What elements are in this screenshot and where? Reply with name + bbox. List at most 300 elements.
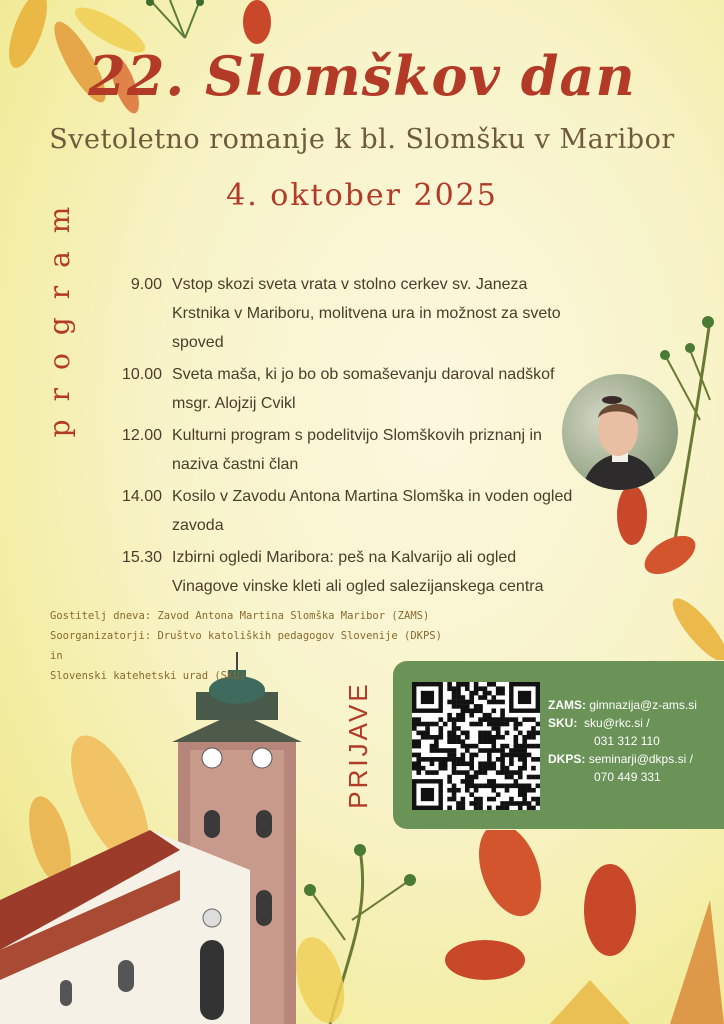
qr-module	[505, 744, 510, 749]
qr-module	[461, 682, 466, 687]
qr-module	[478, 731, 483, 736]
qr-module	[452, 695, 457, 700]
qr-module	[496, 717, 501, 722]
qr-module	[531, 726, 536, 731]
qr-module	[416, 761, 421, 766]
qr-module	[452, 770, 457, 775]
qr-module	[509, 784, 514, 789]
schedule-row	[104, 543, 584, 601]
qr-module	[491, 717, 496, 722]
contact-phone[interactable]: 070 449 331	[594, 770, 661, 784]
qr-module	[434, 739, 439, 744]
qr-module	[434, 744, 439, 749]
qr-module	[438, 761, 443, 766]
qr-module	[491, 722, 496, 727]
qr-module	[487, 748, 492, 753]
autumn-branch-decoration	[290, 830, 724, 1024]
qr-module	[487, 797, 492, 802]
qr-module	[465, 735, 470, 740]
qr-module	[500, 744, 505, 749]
qr-module	[452, 726, 457, 731]
schedule-time: 15.30	[121, 549, 162, 566]
qr-module	[491, 682, 496, 687]
qr-module	[536, 744, 540, 749]
qr-module	[536, 801, 540, 806]
qr-module	[487, 784, 492, 789]
qr-module	[438, 757, 443, 762]
qr-module	[478, 722, 483, 727]
qr-module	[456, 691, 461, 696]
qr-module	[452, 717, 457, 722]
qr-module	[522, 801, 527, 806]
schedule-time: 9.00	[130, 276, 162, 293]
qr-module	[452, 722, 457, 727]
qr-module	[461, 708, 466, 713]
qr-module	[527, 735, 532, 740]
qr-module	[478, 708, 483, 713]
qr-module	[447, 748, 452, 753]
qr-module	[447, 717, 452, 722]
registration-contacts	[548, 696, 720, 786]
qr-module	[500, 753, 505, 758]
qr-module	[465, 748, 470, 753]
qr-module	[500, 722, 505, 727]
qr-module	[425, 770, 430, 775]
qr-module	[500, 757, 505, 762]
qr-module	[452, 691, 457, 696]
qr-module	[505, 806, 510, 810]
qr-module	[505, 775, 510, 780]
qr-module	[474, 691, 479, 696]
qr-module	[487, 713, 492, 718]
qr-module	[478, 797, 483, 802]
qr-module	[456, 704, 461, 709]
qr-module	[412, 744, 417, 749]
qr-module	[514, 779, 519, 784]
qr-module	[491, 788, 496, 793]
qr-module	[514, 735, 519, 740]
qr-module	[452, 704, 457, 709]
qr-module	[465, 731, 470, 736]
qr-module	[536, 775, 540, 780]
qr-module	[438, 717, 443, 722]
qr-module	[421, 766, 426, 771]
qr-module	[452, 792, 457, 797]
qr-module	[483, 731, 488, 736]
qr-module	[465, 784, 470, 789]
qr-module	[500, 761, 505, 766]
qr-module	[452, 757, 457, 762]
qr-module	[474, 682, 479, 687]
qr-module	[500, 686, 505, 691]
qr-module	[522, 761, 527, 766]
qr-module	[474, 708, 479, 713]
qr-module	[522, 753, 527, 758]
qr-module	[461, 797, 466, 802]
qr-module	[509, 770, 514, 775]
qr-module	[527, 806, 532, 810]
qr-module	[531, 797, 536, 802]
qr-module	[514, 801, 519, 806]
qr-module	[421, 757, 426, 762]
qr-module	[456, 757, 461, 762]
contact-sku	[548, 714, 720, 732]
qr-module	[416, 766, 421, 771]
qr-module	[425, 735, 430, 740]
schedule-row	[104, 421, 584, 479]
qr-module	[527, 753, 532, 758]
contact-zams	[548, 696, 720, 714]
qr-module	[531, 757, 536, 762]
qr-module	[430, 761, 435, 766]
qr-module	[469, 775, 474, 780]
qr-module	[430, 744, 435, 749]
qr-module	[443, 761, 448, 766]
qr-module	[491, 797, 496, 802]
qr-module	[509, 775, 514, 780]
qr-module	[527, 784, 532, 789]
qr-module	[514, 726, 519, 731]
qr-module	[491, 695, 496, 700]
qr-module	[416, 744, 421, 749]
qr-module	[461, 801, 466, 806]
qr-module	[491, 735, 496, 740]
qr-module	[527, 731, 532, 736]
qr-module	[447, 686, 452, 691]
qr-module	[500, 748, 505, 753]
qr-module	[522, 757, 527, 762]
qr-module	[478, 801, 483, 806]
qr-module	[509, 761, 514, 766]
qr-module	[434, 757, 439, 762]
qr-module	[518, 801, 523, 806]
qr-module	[505, 717, 510, 722]
qr-module	[514, 744, 519, 749]
schedule-row	[104, 482, 584, 540]
qr-module	[452, 761, 457, 766]
qr-module	[456, 700, 461, 705]
qr-module	[514, 717, 519, 722]
qr-module	[474, 784, 479, 789]
qr-module	[465, 775, 470, 780]
qr-module	[461, 757, 466, 762]
qr-module	[487, 766, 492, 771]
qr-module	[469, 784, 474, 789]
qr-module	[536, 784, 540, 789]
qr-module	[469, 792, 474, 797]
qr-module	[500, 735, 505, 740]
qr-module	[522, 744, 527, 749]
qr-module	[456, 717, 461, 722]
qr-module	[438, 735, 443, 740]
qr-module	[465, 686, 470, 691]
qr-module	[505, 766, 510, 771]
qr-module	[469, 695, 474, 700]
qr-module	[491, 708, 496, 713]
qr-module	[474, 806, 479, 810]
schedule-row	[104, 270, 584, 357]
qr-module	[491, 739, 496, 744]
qr-module	[447, 735, 452, 740]
schedule-description: Izbirni ogledi Maribora: peš na Kalvarijo ali ogled Vinagove vinske kleti ali ogled salezijanskega centra	[172, 549, 544, 595]
qr-module	[447, 739, 452, 744]
qr-module	[469, 708, 474, 713]
qr-module	[461, 700, 466, 705]
qr-module	[487, 682, 492, 687]
qr-module	[500, 717, 505, 722]
qr-module	[487, 722, 492, 727]
qr-module	[483, 735, 488, 740]
qr-module	[478, 735, 483, 740]
qr-module	[505, 801, 510, 806]
qr-module	[496, 792, 501, 797]
qr-module	[465, 770, 470, 775]
qr-module	[452, 700, 457, 705]
qr-module	[478, 784, 483, 789]
qr-module	[518, 753, 523, 758]
qr-code-graphic	[412, 682, 540, 810]
qr-module	[505, 770, 510, 775]
host-line: Gostitelj dneva: Zavod Antona Martina Slomška Maribor (ZAMS)	[50, 610, 430, 622]
qr-module	[518, 784, 523, 789]
qr-module	[522, 792, 527, 797]
qr-module	[456, 761, 461, 766]
qr-module	[456, 713, 461, 718]
contact-email[interactable]: gimnazija@z-ams.si	[589, 698, 697, 712]
qr-module	[421, 735, 426, 740]
qr-module	[474, 704, 479, 709]
qr-module	[500, 801, 505, 806]
qr-module	[509, 748, 514, 753]
qr-module	[461, 744, 466, 749]
qr-module	[443, 757, 448, 762]
qr-module	[518, 744, 523, 749]
qr-module	[447, 775, 452, 780]
qr-module	[531, 744, 536, 749]
qr-module	[483, 784, 488, 789]
qr-module	[461, 779, 466, 784]
qr-module	[469, 744, 474, 749]
qr-module	[483, 686, 488, 691]
qr-module	[452, 797, 457, 802]
qr-module	[416, 722, 421, 727]
qr-module	[456, 788, 461, 793]
qr-module	[536, 757, 540, 762]
qr-module	[496, 691, 501, 696]
qr-module	[456, 682, 461, 687]
qr-module	[416, 770, 421, 775]
qr-module	[412, 753, 417, 758]
qr-module	[522, 784, 527, 789]
qr-module	[505, 753, 510, 758]
qr-module	[434, 735, 439, 740]
qr-module	[536, 797, 540, 802]
qr-module	[461, 770, 466, 775]
qr-module	[518, 731, 523, 736]
qr-module	[531, 775, 536, 780]
contact-email[interactable]: sku@rkc.si /	[584, 716, 650, 730]
qr-module	[452, 735, 457, 740]
qr-module	[469, 722, 474, 727]
qr-module	[465, 788, 470, 793]
qr-module	[447, 682, 452, 687]
qr-module	[491, 748, 496, 753]
registration-qr-code[interactable]	[412, 682, 540, 810]
qr-module	[496, 757, 501, 762]
qr-module	[452, 784, 457, 789]
qr-module	[487, 739, 492, 744]
qr-module	[518, 757, 523, 762]
qr-module	[452, 748, 457, 753]
qr-module	[416, 757, 421, 762]
coorganizers-line-cont: Slovenski katehetski urad (SKU)	[50, 670, 246, 682]
qr-module	[447, 757, 452, 762]
qr-module	[478, 806, 483, 810]
qr-module	[452, 788, 457, 793]
qr-module	[518, 748, 523, 753]
qr-module	[469, 700, 474, 705]
qr-module	[518, 722, 523, 727]
qr-module	[461, 753, 466, 758]
qr-module	[531, 717, 536, 722]
qr-module	[456, 695, 461, 700]
schedule-description: Kosilo v Zavodu Antona Martina Slomška in voden ogled zavoda	[172, 488, 573, 534]
contact-label: SKU:	[548, 716, 578, 730]
contact-email[interactable]: seminarji@dkps.si /	[588, 752, 693, 766]
qr-module	[536, 731, 540, 736]
qr-module	[478, 717, 483, 722]
qr-module	[483, 766, 488, 771]
qr-module	[461, 717, 466, 722]
qr-module	[412, 766, 417, 771]
qr-module	[474, 744, 479, 749]
qr-module	[478, 770, 483, 775]
registration-label: PRIJAVE	[343, 681, 373, 809]
qr-module	[412, 739, 417, 744]
qr-module	[487, 806, 492, 810]
qr-module	[416, 739, 421, 744]
qr-module	[509, 797, 514, 802]
qr-finder-pattern	[421, 788, 434, 801]
qr-module	[522, 788, 527, 793]
qr-module	[461, 731, 466, 736]
qr-module	[456, 686, 461, 691]
qr-module	[514, 784, 519, 789]
qr-module	[491, 761, 496, 766]
qr-module	[509, 801, 514, 806]
qr-module	[421, 722, 426, 727]
contact-phone[interactable]: 031 312 110	[594, 734, 660, 748]
qr-module	[465, 682, 470, 687]
qr-module	[496, 731, 501, 736]
qr-module	[434, 770, 439, 775]
coorganizers-line: Soorganizatorji: Društvo katoliških pedagogov Slovenije (DKPS) in	[50, 630, 442, 662]
qr-module	[531, 806, 536, 810]
qr-module	[496, 722, 501, 727]
qr-finder-pattern	[421, 691, 434, 704]
qr-module	[430, 770, 435, 775]
qr-module	[416, 731, 421, 736]
qr-module	[474, 686, 479, 691]
qr-module	[469, 757, 474, 762]
qr-module	[456, 806, 461, 810]
qr-module	[412, 722, 417, 727]
qr-module	[491, 700, 496, 705]
qr-module	[469, 801, 474, 806]
qr-module	[461, 695, 466, 700]
qr-module	[522, 797, 527, 802]
schedule-description: Vstop skozi sveta vrata v stolno cerkev sv. Janeza Krstnika v Mariboru, molitvena ura in možnost za sveto spoved	[172, 276, 561, 351]
qr-module	[452, 766, 457, 771]
qr-module	[518, 766, 523, 771]
contact-label: ZAMS:	[548, 698, 586, 712]
qr-module	[491, 766, 496, 771]
qr-module	[531, 731, 536, 736]
qr-module	[456, 770, 461, 775]
qr-module	[461, 713, 466, 718]
qr-module	[438, 726, 443, 731]
qr-module	[474, 722, 479, 727]
qr-module	[483, 713, 488, 718]
qr-module	[487, 753, 492, 758]
qr-module	[527, 717, 532, 722]
qr-module	[478, 748, 483, 753]
qr-module	[531, 766, 536, 771]
qr-module	[447, 731, 452, 736]
qr-module	[478, 695, 483, 700]
qr-module	[496, 770, 501, 775]
qr-module	[483, 739, 488, 744]
qr-module	[452, 731, 457, 736]
qr-module	[483, 691, 488, 696]
qr-module	[500, 700, 505, 705]
qr-module	[474, 797, 479, 802]
qr-module	[514, 770, 519, 775]
qr-module	[443, 722, 448, 727]
qr-module	[478, 704, 483, 709]
qr-module	[474, 770, 479, 775]
schedule-row	[104, 360, 584, 418]
contact-label: DKPS:	[548, 752, 586, 766]
qr-module	[461, 704, 466, 709]
qr-finder-pattern	[518, 691, 531, 704]
qr-module	[487, 761, 492, 766]
qr-module	[447, 797, 452, 802]
qr-module	[491, 726, 496, 731]
schedule-time: 12.00	[121, 427, 162, 444]
qr-module	[514, 739, 519, 744]
qr-module	[522, 748, 527, 753]
qr-module	[425, 757, 430, 762]
qr-module	[430, 757, 435, 762]
qr-module	[452, 686, 457, 691]
qr-module	[487, 717, 492, 722]
qr-module	[505, 784, 510, 789]
qr-module	[496, 726, 501, 731]
qr-module	[447, 700, 452, 705]
qr-module	[447, 753, 452, 758]
qr-module	[465, 700, 470, 705]
qr-module	[425, 726, 430, 731]
qr-module	[430, 748, 435, 753]
qr-module	[425, 731, 430, 736]
qr-module	[487, 779, 492, 784]
qr-module	[518, 770, 523, 775]
qr-module	[522, 739, 527, 744]
contact-dkps	[548, 750, 720, 768]
qr-module	[487, 731, 492, 736]
qr-module	[496, 686, 501, 691]
